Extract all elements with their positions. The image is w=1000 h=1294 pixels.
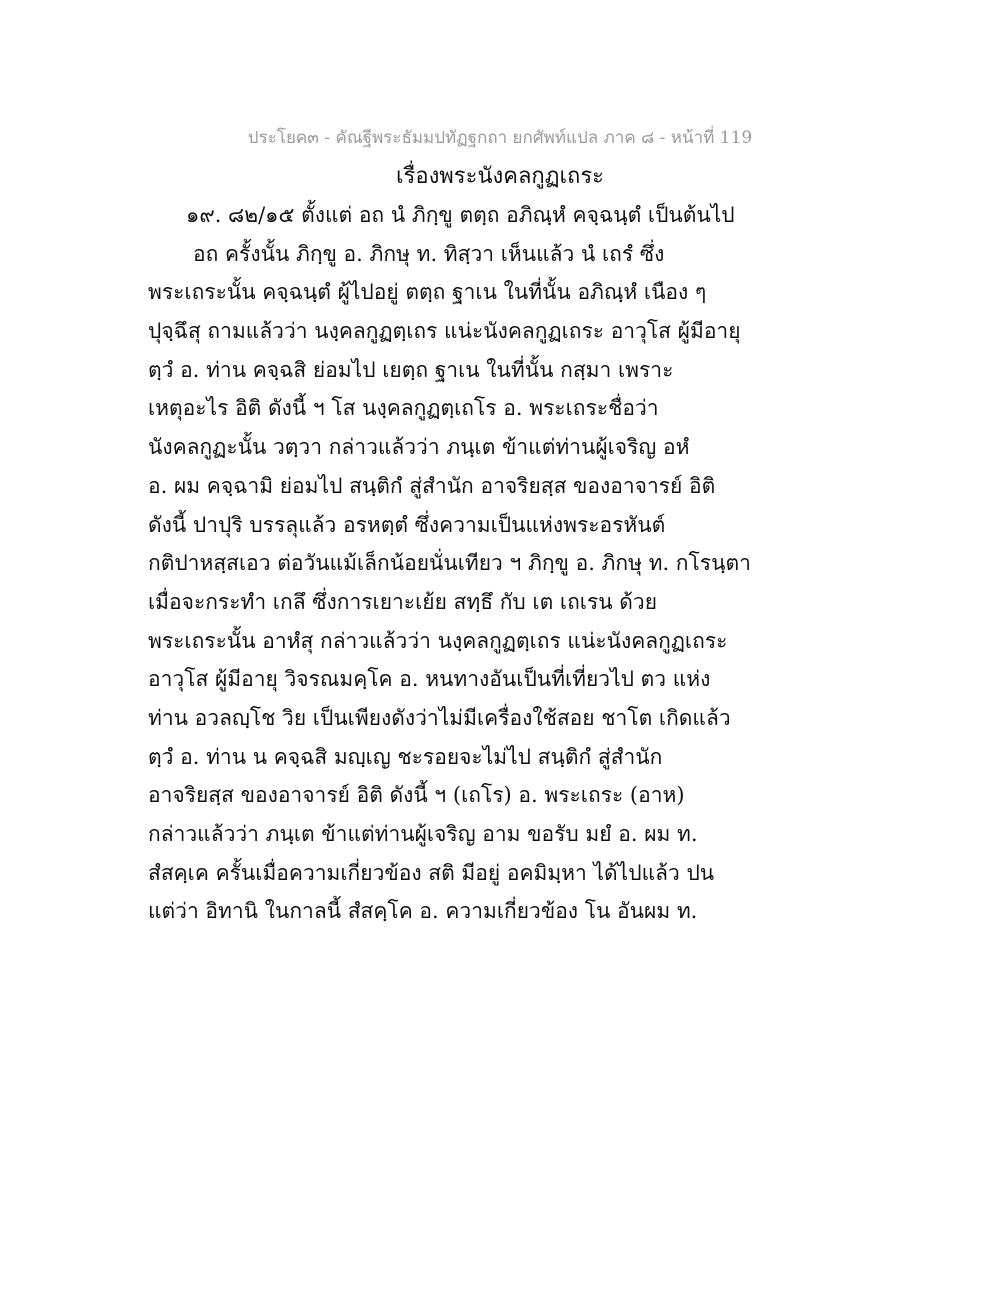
text-line: แต่ว่า อิทานิ ในกาลนี้ สํสคฺโค อ. ความเกี่ยวข้อง โน อันผม ท. xyxy=(148,899,698,924)
running-header: ประโยค๓ - คัณฐีพระธัมมปทัฏฐกถา ยกศัพท์แปล ภาค ๘ - หน้าที่ 119 xyxy=(247,128,753,148)
text-line: อาจริยสฺส ของอาจารย์ อิติ ดังนี้ ฯ (เถโร) อ. พระเถระ (อาห) xyxy=(148,783,685,808)
text-line: อ. ผม คจฺฉามิ ย่อมไป สนฺติกํ สู่สำนัก อาจริยสฺส ของอาจารย์ อิติ xyxy=(148,473,716,498)
text-line: นังคลกูฏะนั้น วตฺวา กล่าวแล้วว่า ภนฺเต ข้าแต่ท่านผู้เจริญ อหํ xyxy=(148,435,690,460)
text-line: ดังนี้ ปาปุริ บรรลุแล้ว อรหตฺตํ ซึ่งความเป็นแห่งพระอรหันต์ xyxy=(148,512,666,537)
text-line: พระเถระนั้น อาหํสุ กล่าวแล้วว่า นงฺคลกูฏตฺเถร แน่ะนังคลกูฏเถระ xyxy=(148,628,728,653)
text-line: อาวุโส ผู้มีอายุ วิจรณมคฺโค อ. หนทางอันเป็นที่เที่ยวไป ตว แห่ง xyxy=(148,667,711,692)
text-line: อถ ครั้งนั้น ภิกฺขู อ. ภิกษุ ท. ทิสฺวา เห็นแล้ว นํ เถรํ ซึ่ง xyxy=(193,241,665,266)
text-line: ท่าน อวลญฺโช วิย เป็นเพียงดังว่าไม่มีเครื่องใช้สอย ชาโต เกิดแล้ว xyxy=(148,705,731,730)
text-line: เมื่อจะกระทำ เกลึ ซึ่งการเยาะเย้ย สทฺธึ กับ เต เถเรน ด้วย xyxy=(148,589,658,614)
body-text xyxy=(148,196,848,931)
text-line: ปุจฺฉึสุ ถามแล้วว่า นงฺคลกูฏตฺเถร แน่ะนังคลกูฏเถระ อาวุโส ผู้มีอายุ xyxy=(148,319,741,344)
text-line: ๑๙. ๘๒/๑๕ ตั้งแต่ อถ นํ ภิกฺขู ตตฺถ อภิณฺหํ คจฺฉนฺตํ เป็นต้นไป xyxy=(186,203,735,227)
text-line: ตฺวํ อ. ท่าน น คจฺฉสิ มญฺเญ ชะรอยจะไม่ไป สนฺติกํ สู่สำนัก xyxy=(148,744,663,769)
text-line: กติปาหสฺสเอว ต่อวันแม้เล็กน้อยนั่นเทียว ฯ ภิกฺขู อ. ภิกษุ ท. กโรนฺตา xyxy=(148,551,751,576)
text-line: กล่าวแล้วว่า ภนฺเต ข้าแต่ท่านผู้เจริญ อาม ขอรับ มยํ อ. ผม ท. xyxy=(148,822,698,846)
story-title: เรื่องพระนังคลกูฏเถระ xyxy=(396,164,604,189)
text-line: สํสคฺเค ครั้นเมื่อความเกี่ยวข้อง สติ มีอยู่ อคมิมฺหา ได้ไปแล้ว ปน xyxy=(148,860,715,885)
text-line: ตฺวํ อ. ท่าน คจฺฉสิ ย่อมไป เยตฺถ ฐาเน ในที่นั้น กสฺมา เพราะ xyxy=(148,357,674,382)
text-line: พระเถระนั้น คจฺฉนฺตํ ผู้ไปอยู่ ตตฺถ ฐาเน ในที่นั้น อภิณฺหํ เนือง ๆ xyxy=(148,280,707,305)
text-line: เหตุอะไร อิติ ดังนี้ ฯ โส นงฺคลกูฏตฺเถโร อ. พระเถระชื่อว่า xyxy=(148,396,659,421)
